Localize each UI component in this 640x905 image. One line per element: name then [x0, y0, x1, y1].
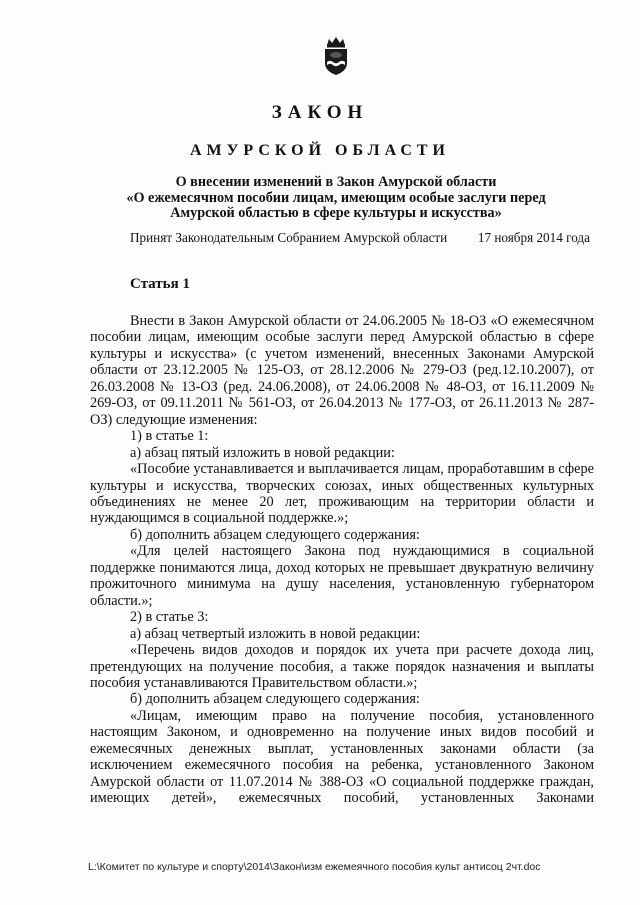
document-title: ЗАКОН — [271, 102, 369, 123]
body-paragraph: б) дополнить абзацем следующего содержания: — [130, 526, 420, 543]
body-paragraph: Внести в Закон Амурской области от 24.06.2005 № 18-ОЗ «О ежемесячном пособии лицам, имеющим особые заслуги перед Амурской областью в сфере культуры и искусства» (с учетом изменений, внесенных Законами Амурской области от 23.12.2005 № 125-ОЗ, от 28.12.2006 № 279-ОЗ (ред.12.10.2007), от 26.03.2008 № 13-ОЗ (ред. 24.06.2008), от 24.06.2008 № 48-ОЗ, от 16.11.2009 № 269-ОЗ, от 09.11.2011 № 561-ОЗ, от 26.04.2013 № 177-ОЗ, от 26.11.2013 № 287-ОЗ) следующие изменения: — [90, 313, 594, 428]
body-paragraph: а) абзац четвертый изложить в новой редакции: — [130, 625, 421, 642]
article-body — [90, 313, 594, 807]
body-paragraph: «Лицам, имеющим право на получение пособия, установленного настоящим Законом, и одновременно на получение иных видов пособий и ежемесячных денежных выплат, установленных законами области (за исключением ежемесячного пособия на ребенка, установленного Законом Амурской области от 11.07.2014 № 388-ОЗ «О социальной поддержке граждан, имеющих детей», ежемесячных пособий, установленных Законами — [90, 707, 594, 807]
adopted-by: Принят Законодательным Собранием Амурской области — [130, 230, 448, 245]
body-paragraph: 1) в статье 1: — [130, 428, 209, 445]
article-heading: Статья 1 — [130, 276, 190, 292]
body-paragraph: «Для целей настоящего Закона под нуждающимися в социальной поддержке понимаются лица, доход которых не превышает двукратную величину прожиточного минимума на душу населения, установленную губернатором области.»; — [90, 543, 594, 609]
body-paragraph: б) дополнить абзацем следующего содержания: — [130, 691, 420, 708]
subject-line: «О ежемесячном пособии лицам, имеющим особые заслуги перед — [126, 189, 546, 206]
adopted-date: 17 ноября 2014 года — [477, 230, 590, 245]
body-paragraph: а) абзац пятый изложить в новой редакции: — [130, 444, 395, 461]
body-paragraph: «Пособие устанавливается и выплачивается лицам, проработавшим в сфере культуры и искусства, творческих союзах, иных общественных культурных объединениях не менее 20 лет, проживающим на территории области и нуждающимся в социальной поддержке.»; — [90, 461, 594, 527]
adoption-line — [130, 230, 590, 248]
region-name: АМУРСКОЙ ОБЛАСТИ — [190, 142, 450, 159]
subject-line: О внесении изменений в Закон Амурской области — [175, 174, 497, 190]
law-subject — [100, 175, 572, 222]
body-paragraph: 2) в статье 3: — [130, 609, 209, 626]
body-paragraph: «Перечень видов доходов и порядок их учета при расчете дохода лиц, претендующих на получение пособия, а также порядок назначения и выплаты пособия устанавливаются Правительством области.»; — [90, 642, 594, 691]
coat-of-arms-icon — [321, 36, 351, 76]
subject-line: Амурской областью в сфере культуры и искусства» — [170, 205, 502, 221]
file-path-footer: L:\Комитет по культуре и спорту\2014\Закон\изм ежемеячного пособия культ антисоц 2чт.doc — [88, 861, 541, 873]
